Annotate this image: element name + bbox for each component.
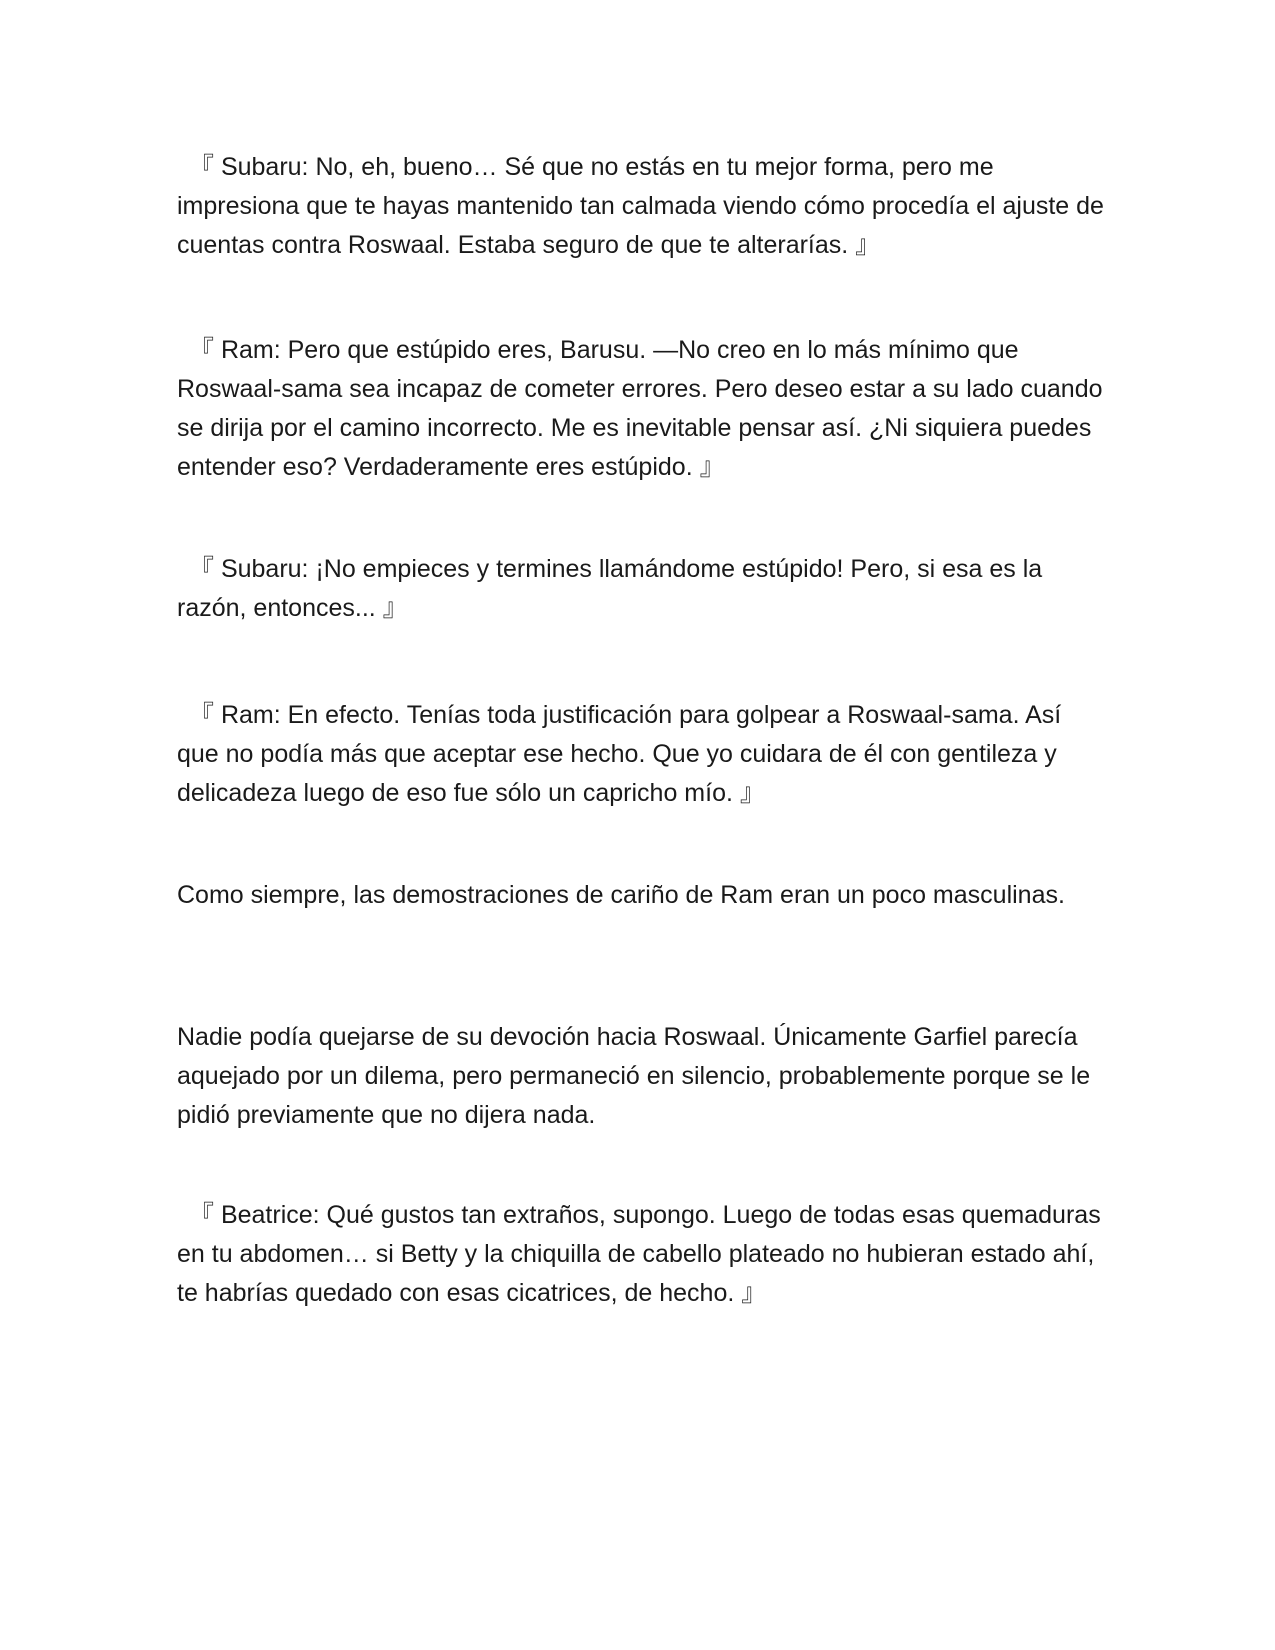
paragraph-subaru-2: 『 Subaru: ¡No empieces y termines llamándome estúpido! Pero, si esa es la razón, entonces... 』	[177, 555, 1043, 622]
paragraph-subaru-1: 『 Subaru: No, eh, bueno… Sé que no estás en tu mejor forma, pero me impresiona que te hayas mantenido tan calmada viendo cómo procedía el ajuste de cuentas contra Roswaal. Estaba seguro de que te alterarías. 』	[177, 153, 1104, 259]
paragraph-ram-1: 『 Ram: Pero que estúpido eres, Barusu. —No creo en lo más mínimo que Roswaal-sama sea incapaz de cometer errores. Pero deseo estar a su lado cuando se dirija por el camino incorrecto. Me es inevitable pensar así. ¿Ni siquiera puedes entender eso? Verdaderamente eres estúpido. 』	[177, 336, 1103, 481]
paragraph-ram-2: 『 Ram: En efecto. Tenías toda justificación para golpear a Roswaal-sama. Así que no podía más que aceptar ese hecho. Que yo cuidara de él con gentileza y delicadeza luego de eso fue sólo un capricho mío. 』	[177, 701, 1062, 807]
paragraph-beatrice-1: 『 Beatrice: Qué gustos tan extraños, supongo. Luego de todas esas quemaduras en tu abdomen… si Betty y la chiquilla de cabello plateado no hubieran estado ahí, te habrías quedado con esas cicatrices, de hecho. 』	[177, 1201, 1101, 1307]
paragraph-narration-1: Como siempre, las demostraciones de cariño de Ram eran un poco masculinas.	[177, 881, 1065, 909]
paragraph-narration-2: Nadie podía quejarse de su devoción hacia Roswaal. Únicamente Garfiel parecía aquejado por un dilema, pero permaneció en silencio, probablemente porque se le pidió previamente que no dijera nada.	[177, 1023, 1091, 1129]
